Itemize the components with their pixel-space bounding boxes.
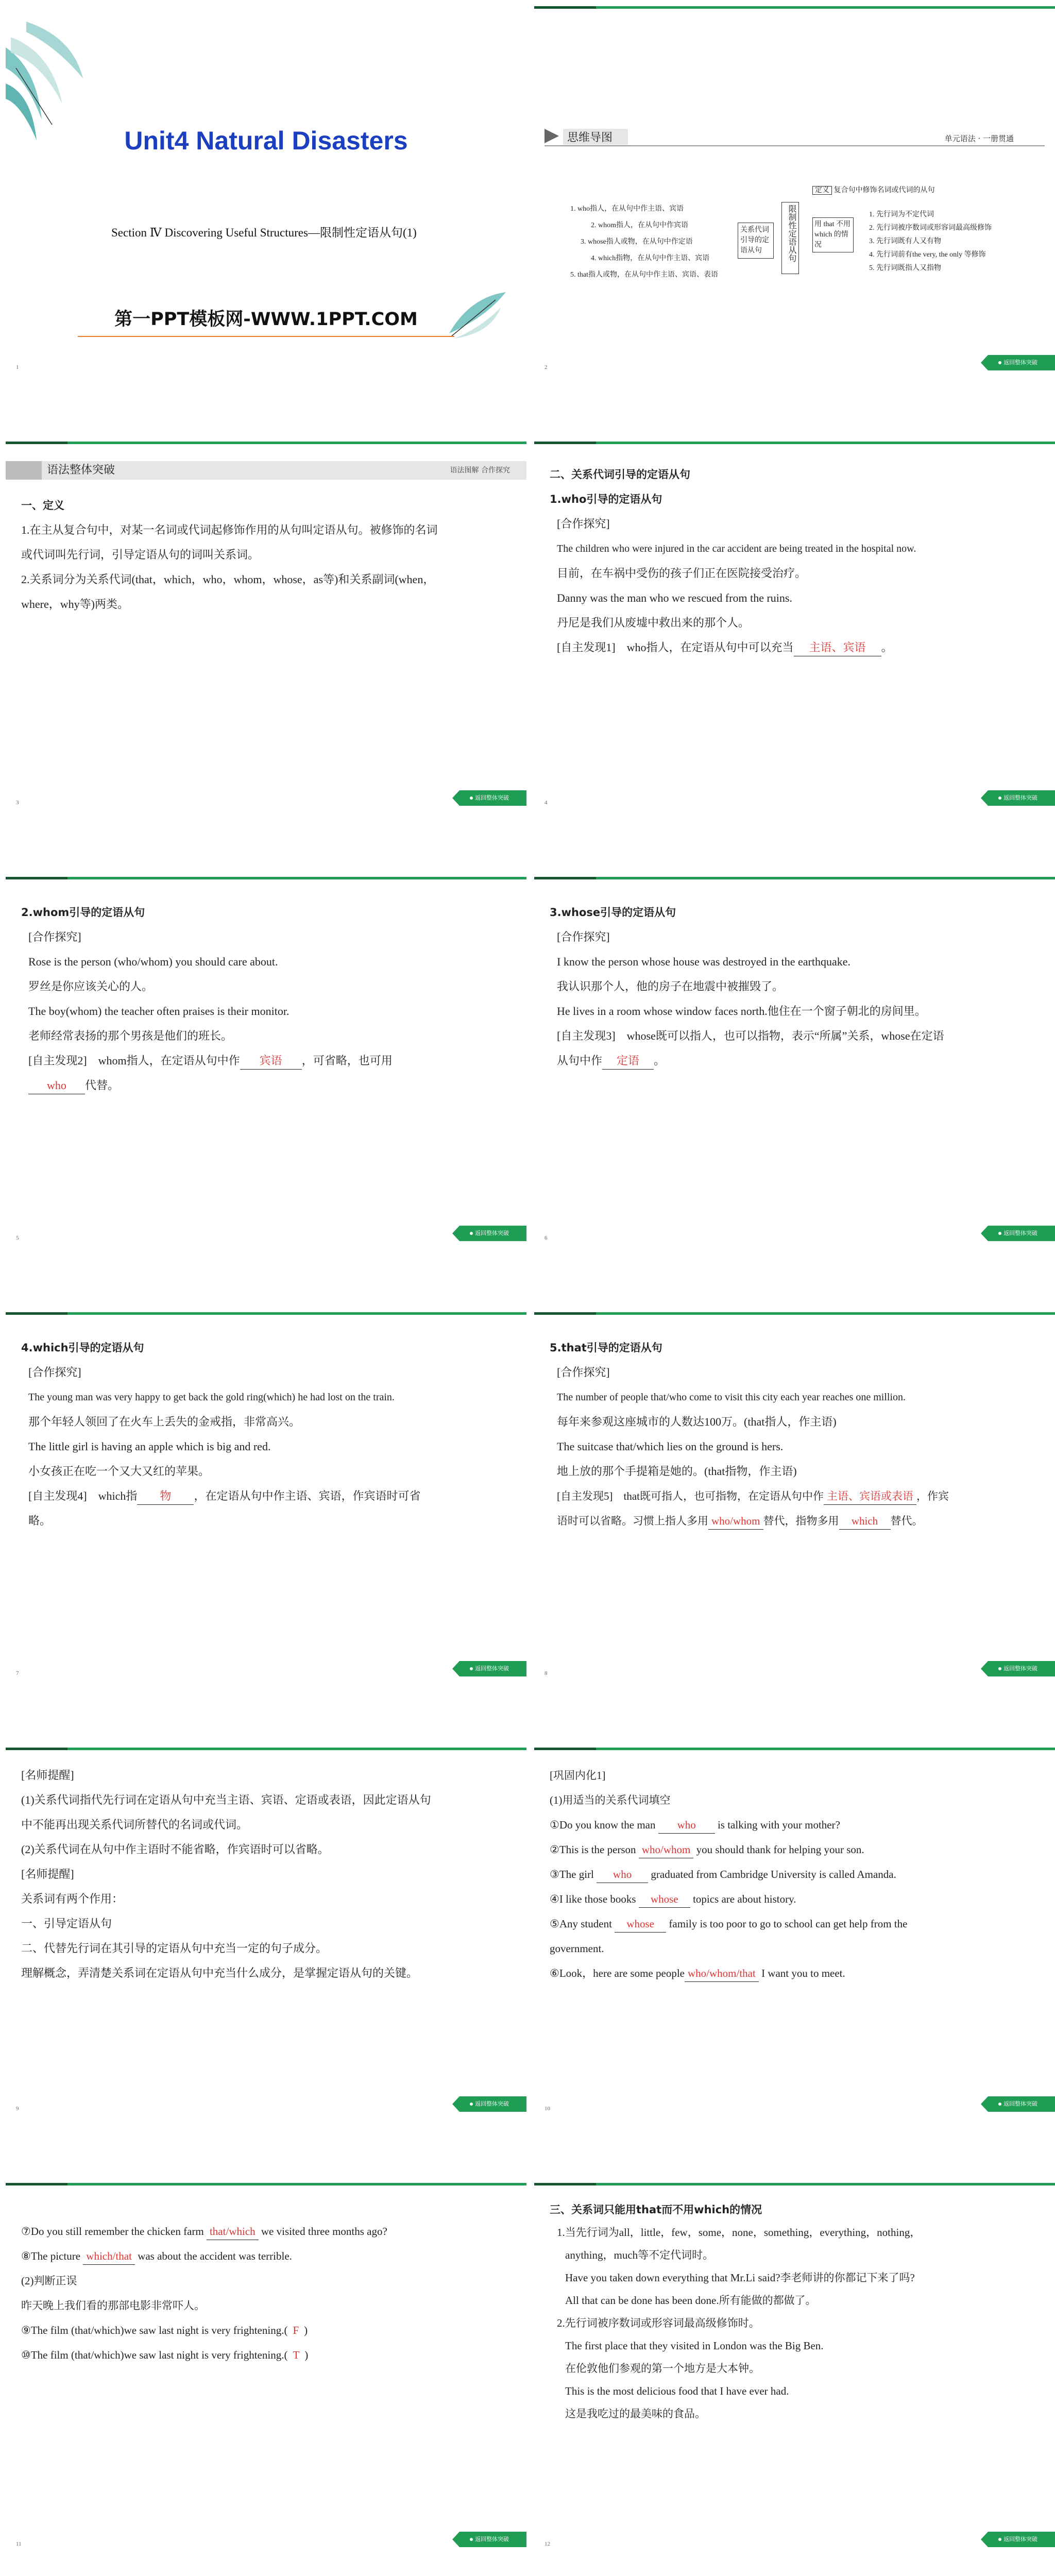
mindmap-center-box: 关系代词引导的定语从句 [738,223,774,259]
slide-12: 三、关系词只能用that而不用which的情况 1.当先行词为all，little，few，some，none，something，everything，nothing， anything，much等不定代词时。 Have you taken down everything that Mr.Li said?李老师讲的你都记下来了吗? All that can be done has been done.所有能做的都做了。 2.先行词被序数词或形容词最高级修饰时。 The first place that they visited in London was the Big Ben. 在伦敦他们参观的第一个地方是大本钟。 This is the most delicious food that I have ever had. 这是我吃过的最美味的食品。 12 返回整体突破 [534,2183,1055,2556]
mindmap-right: 1. 先行词为不定代词 2. 先行词被序数词或形容词最高级修饰 3. 先行词既有人又有物 4. 先行词前有the very, the only 等修饰 5. 先行词既指人又指物 [869,211,992,272]
back-button[interactable]: 返回整体突破 [981,2532,1055,2547]
header-icon [544,129,559,143]
answer-blank: 物 [137,1488,194,1505]
answer-blank: that/which [207,2223,259,2240]
mindmap-right-label1: 定义 复合句中修饰名词或代词的从句 [812,184,935,195]
slide-number: 8 [544,1670,548,1676]
back-button[interactable]: 返回整体突破 [452,2096,526,2112]
slide-5: 2.whom引导的定语从句 [合作探究] Rose is the person (who/whom) you should care about. 罗丝是你应该关心的人。 The boy(whom) the teacher often praises is their monitor. 老师经常表扬的那个男孩是他们的班长。 [自主发现2] whom指人，在定语从句中作 宾语 ，可省略，也可用 who 代替。 5 返回整体突破 [6,877,526,1250]
slide-header: 思维导图 [563,129,628,145]
header-line [544,145,1045,146]
answer-mark: T [293,2349,300,2361]
mindmap-left: 1. who指人，在从句中作主语、宾语 2. whom指人，在从句中作宾语 3. whose指人或物，在从句中作定语 4. which指物，在从句中作主语、宾语 5. that指人或物，在从句中作主语、宾语、表语 [570,205,718,279]
slide-number: 12 [544,2541,550,2547]
slide-number: 6 [544,1235,548,1241]
answer-blank: who/whom [639,1841,694,1858]
slide-number: 5 [16,1235,19,1241]
slide-11: ⑦Do you still remember the chicken farm that/which we visited three months ago? ⑧The picture which/that was about the accident was terrible. (2)判断正误 昨天晚上我们看的那部电影非常吓人。 ⑨The film (that/which)we saw last night is very frightening.( F ) ⑩The film (that/which)we saw last night is very frightening.( T ) 11 返回整体突破 [6,2183,526,2556]
back-button[interactable]: 返回整体突破 [981,355,1055,370]
slide-4: 二、关系代词引导的定语从句 1.who引导的定语从句 [合作探究] The children who were injured in the car accident are being treated in the hospital now. 目前，在车祸中受伤的孩子们正在医院接受治疗。 Danny was the man who we rescued from the ruins. 丹尼是我们从废墟中救出来的那个人。 [自主发现1] who指人，在定语从句中可以充当 主语、宾语 。 4 返回整体突破 [534,442,1055,815]
mindmap-mid-box: 限制性定语从句 [781,202,799,274]
answer-blank: who [28,1077,85,1094]
slide-9: [名师提醒] (1)关系代词指代先行词在定语从句中充当主语、宾语、定语或表语，因此定语从句 中不能再出现关系代词所替代的名词或代词。 (2)关系代词在从句中作主语时不能省略，作宾语时可以省略。 [名师提醒] 关系词有两个作用： 一、引导定语从句 二、代替先行词在其引导的定语从句中充当一定的句子成分。 理解概念，弄清楚关系词在定语从句中充当什么成分，是掌握定语从句的关键。 9 返回整体突破 [6,1748,526,2121]
header-right: 单元语法 · 一册贯通 [944,134,1014,143]
answer-blank: which/that [83,2248,135,2265]
answer-blank: whose [615,1916,666,1933]
slide-8: 5.that引导的定语从句 [合作探究] The number of people that/who come to visit this city each year reaches one million. 每年来参观这座城市的人数达100万。(that指人，作主语) The suitcase that/which lies on the ground is hers. 地上放的那个手提箱是她的。(that指物，作主语) [自主发现5] that既可指人，也可指物，在定语从句中作 主语、宾语或表语 ，作宾 语时可以省略。习惯上指人多用 who/whom 替代，指物多用 which 替代。 8 返回整体突破 [534,1312,1055,1686]
back-button[interactable]: 返回整体突破 [452,1661,526,1676]
slide-10: [巩固内化1] (1)用适当的关系代词填空 ①Do you know the man who is talking with your mother? ②This is the person who/whom you should thank for helping your son. ③The girl who graduated from Cambridge University is called Amanda. ④I like those books whose topics are about history. ⑤Any student whose family is too poor to go to school can get help from the government. ⑥Look，here are some people who/whom/that I want you to meet. 10 返回整体突破 [534,1748,1055,2121]
slide-number: 2 [544,364,548,370]
slide-6: 3.whose引导的定语从句 [合作探究] I know the person whose house was destroyed in the earthquake. 我认识那个人，他的房子在地震中被摧毁了。 He lives in a room whose window faces north.他住在一个窗子朝北的房间里。 [自主发现3] whose既可以指人，也可以指物，表示“所属”关系，whose在定语 从句中作 定语 。 6 返回整体突破 [534,877,1055,1250]
brand-text: 第一PPT模板网-WWW.1PPT.COM [114,309,418,330]
slide-7: 4.which引导的定语从句 [合作探究] The young man was very happy to get back the gold ring(which) he had lost on the train. 那个年轻人领回了在火车上丢失的金戒指，非常高兴。 The little girl is having an apple which is big and red. 小女孩正在吃一个又大又红的苹果。 [自主发现4] which指 物 ，在定语从句中作主语、宾语，作宾语时可省 略。 7 返回整体突破 [6,1312,526,1686]
slide-number: 7 [16,1670,19,1676]
answer-blank: who [597,1866,648,1883]
answer-blank: who/whom/that [685,1965,759,1982]
back-button[interactable]: 返回整体突破 [452,2532,526,2547]
slide-number: 11 [16,2541,22,2547]
answer-blank: 主语、宾语 [794,639,881,656]
answer-mark: F [293,2324,299,2336]
answer-blank: 主语、宾语或表语 [824,1488,916,1505]
answer-blank: who [658,1817,715,1834]
mindmap-right-label2: 用 that 不用 which 的情况 [812,217,854,252]
answer-blank: 宾语 [240,1053,302,1070]
back-button[interactable]: 返回整体突破 [981,1226,1055,1241]
back-button[interactable]: 返回整体突破 [981,1661,1055,1676]
section-header: 语法整体突破 语法图解 合作探究 [6,461,526,480]
slide-number: 4 [544,800,548,806]
answer-blank: which [839,1513,891,1530]
slide-number: 3 [16,800,19,806]
slide-title: Unit4 Natural Disasters [124,126,408,155]
slide-3: 语法整体突破 语法图解 合作探究 一、定义 1.在主从复合句中，对某一名词或代词起修饰作用的从句叫定语从句。被修饰的名词 或代词叫先行词，引导定语从句的词叫关系词。 2.关系词分为关系代词(that，which，who，whom，whose，as等)和关系副词(when， where，why等)两类。 3 返回整体突破 [6,442,526,815]
slide-number: 9 [16,2106,19,2112]
slide-number: 1 [16,364,19,370]
answer-blank: whose [639,1891,690,1908]
divider [78,336,454,337]
back-button[interactable]: 返回整体突破 [452,790,526,806]
back-button[interactable]: 返回整体突破 [452,1226,526,1241]
back-button[interactable]: 返回整体突破 [981,2096,1055,2112]
slide-subtitle: Section Ⅳ Discovering Useful Structures—限制性定语从句(1) [111,226,417,239]
slide-number: 10 [544,2106,550,2112]
slide-1 [6,6,526,380]
slide-2 [534,6,1055,380]
answer-blank: 定语 [602,1053,654,1070]
back-button[interactable]: 返回整体突破 [981,790,1055,806]
answer-blank: who/whom [708,1513,763,1530]
